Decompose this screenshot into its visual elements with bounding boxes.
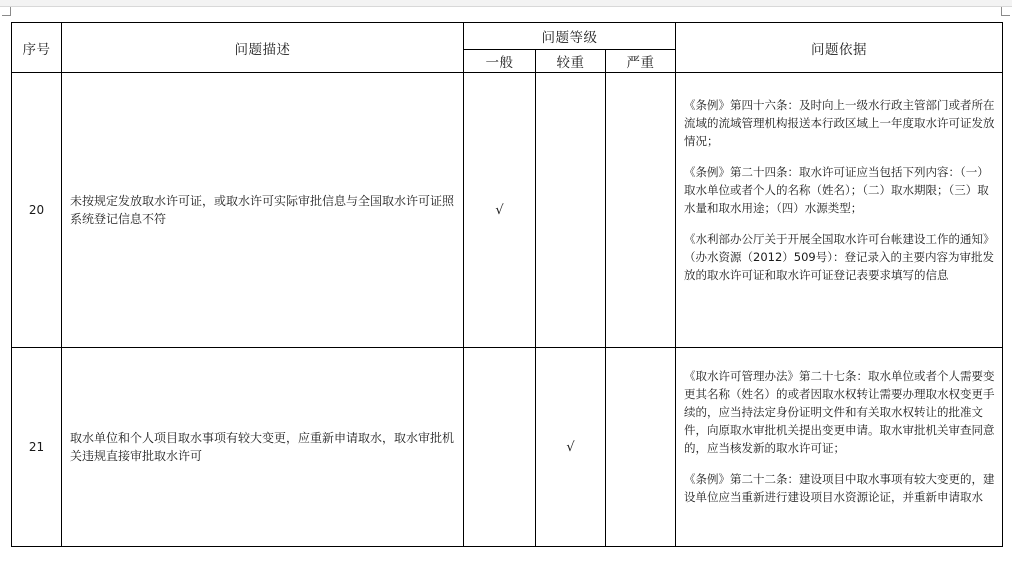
- row-description: 未按规定发放取水许可证，或取水许可实际审批信息与全国取水许可证照系统登记信息不符: [62, 73, 464, 348]
- header-level-group: 问题等级: [464, 23, 676, 50]
- page-corner-mark-right: [1001, 7, 1010, 16]
- header-index: 序号: [12, 23, 62, 73]
- header-level-general: 一般: [464, 50, 536, 73]
- level-severe-cell: [606, 348, 676, 547]
- row-basis: [676, 348, 1003, 547]
- row-basis: [676, 73, 1003, 348]
- basis-paragraph: 《条例》第二十四条：取水许可证应当包括下列内容：（一）取水单位或者个人的名称（姓名）；（二）取水期限；（三）取水量和取水用途；（四）水源类型；: [684, 165, 989, 215]
- level-major-cell: [536, 73, 606, 348]
- level-general-check: √: [464, 73, 536, 348]
- basis-paragraph: 《水利部办公厅关于开展全国取水许可台帐建设工作的通知》（办水资源（2012）509号）：登记录入的主要内容为审批发放的取水许可证和取水许可证登记表要求填写的信息: [684, 232, 995, 282]
- header-row-1: [12, 23, 1003, 50]
- level-general-cell: [464, 348, 536, 547]
- page-top-edge: [0, 0, 1012, 7]
- header-description: 问题描述: [62, 23, 464, 73]
- row-description: 取水单位和个人项目取水事项有较大变更，应重新申请取水，取水审批机关违规直接审批取水许可: [62, 348, 464, 547]
- header-level-severe: 严重: [606, 50, 676, 73]
- level-severe-cell: [606, 73, 676, 348]
- header-basis: 问题依据: [676, 23, 1003, 73]
- basis-paragraph: 《条例》第二十二条：建设项目中取水事项有较大变更的，建设单位应当重新进行建设项目水资源论证，并重新申请取水: [684, 472, 995, 504]
- table-row: [12, 73, 1003, 348]
- basis-paragraph: 《条例》第四十六条：及时向上一级水行政主管部门或者所在流域的流域管理机构报送本行政区域上一年度取水许可证发放情况；: [684, 98, 995, 148]
- level-major-check: √: [536, 348, 606, 547]
- issues-table: [11, 22, 1003, 547]
- header-level-major: 较重: [536, 50, 606, 73]
- table-row: [12, 348, 1003, 547]
- row-index: 20: [12, 73, 62, 348]
- row-index: 21: [12, 348, 62, 547]
- basis-paragraph: 《取水许可管理办法》第二十七条：取水单位或者个人需要变更其名称（姓名）的或者因取水权转让需要办理取水权变更手续的，应当持法定身份证明文件和有关取水权转让的批准文件，向原取水审批机关提出变更申请。取水审批机关审查同意的，应当核发新的取水许可证；: [684, 369, 995, 455]
- page-corner-mark-left: [2, 7, 11, 16]
